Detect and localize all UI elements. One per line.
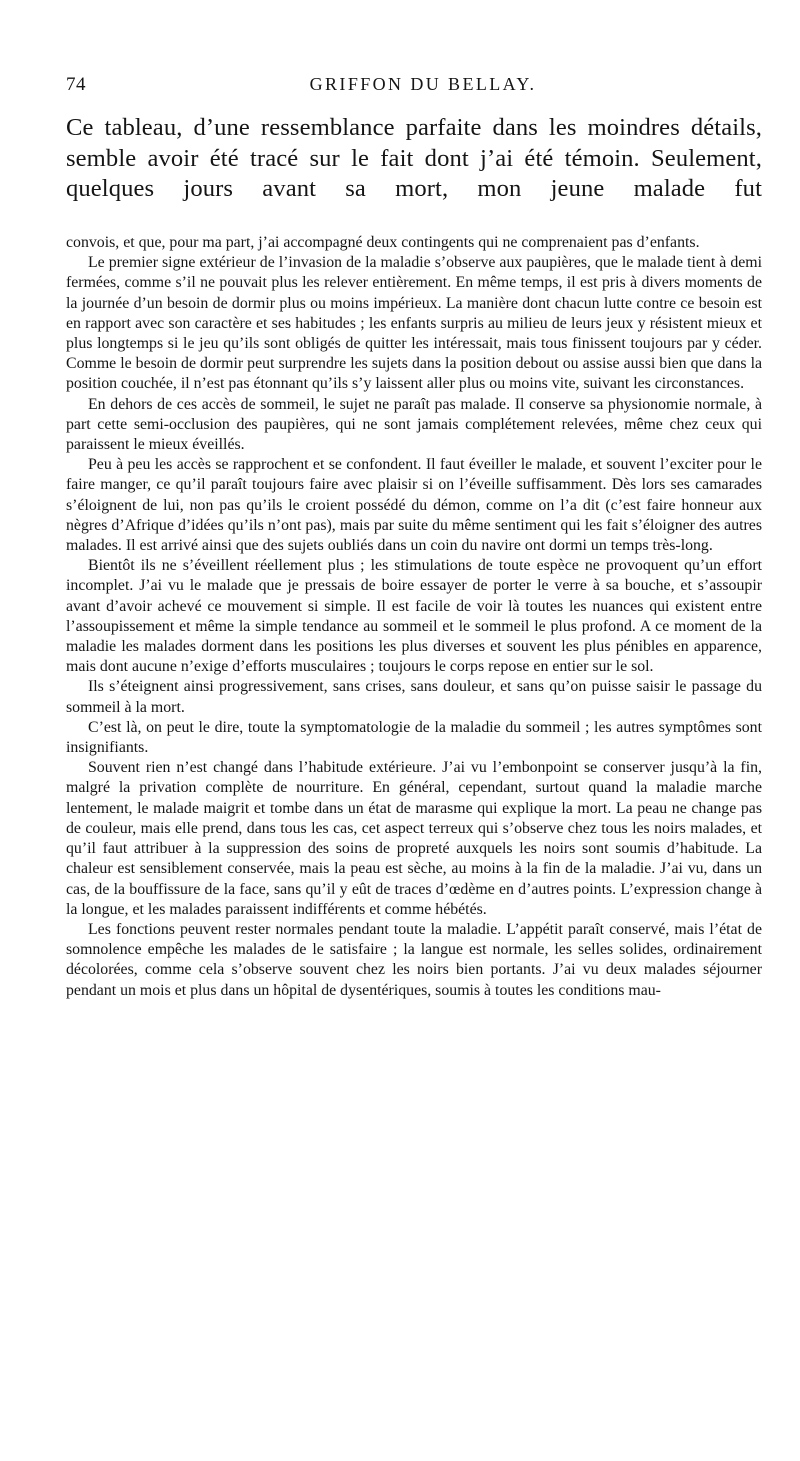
quoted-passage-end [66, 113, 762, 205]
page-number: 74 [66, 74, 86, 95]
main-text [66, 233, 762, 1001]
paragraph: Peu à peu les accès se rapprochent et se confondent. Il faut éveiller le malade, et souvent l’exciter pour le faire manger, ce qu’il paraît toujours faire avec plaisir si on l’éveille suffisamment. Dès lors ses camarades s’éloignent de lui, non pas qu’ils le croient possédé du démon, comme on l’a dit (c’est faire honneur aux nègres d’Afrique d’idées qu’ils n’ont pas), mais par suite du même sentiment qui les fait s’éloigner des autres malades. Il est arrivé ainsi que des sujets oubliés dans un coin du navire ont dormi un temps très-long. [66, 456, 762, 555]
paragraph: Ils s’éteignent ainsi progressivement, sans crises, sans douleur, et sans qu’on puisse saisir le passage du sommeil à la mort. [66, 678, 762, 716]
paragraph: Bientôt ils ne s’éveillent réellement plus ; les stimulations de toute espèce ne provoquent qu’un effort incomplet. J’ai vu le malade que je pressais de boire essayer de porter le verre à sa bouche, et s’assoupir avant d’avoir achevé ce mouvement si simple. Il est facile de voir là toutes les nuances qui existent entre l’assoupissement et même la simple tendance au sommeil et le sommeil le plus profond. A ce moment de la maladie les malades dorment dans les positions les plus diverses et souvent les plus pénibles en apparence, mais dont aucune n’exige d’efforts musculaires ; toujours le corps repose en entier sur le sol. [66, 557, 762, 676]
paragraph: Les fonctions peuvent rester normales pendant toute la maladie. L’appétit paraît conservé, mais l’état de somnolence empêche les malades de le satisfaire ; la langue est normale, les selles solides, ordinairement décolorées, comme cela s’observe souvent chez les noirs bien portants. J’ai vu deux malades séjourner pendant un mois et plus dans un hôpital de dysentériques, soumis à toutes les conditions mau- [66, 920, 762, 999]
paragraph-continuation: convois, et que, pour ma part, j’ai accompagné deux contingents qui ne comprenaient pas d’enfants. [66, 234, 700, 251]
paragraph: C’est là, on peut le dire, toute la symptomatologie de la maladie du sommeil ; les autres symptômes sont insignifiants. [66, 718, 762, 757]
lead-paragraph: Ce tableau, d’une ressemblance parfaite dans les moindres détails, semble avoir été tracé sur le fait dont j’ai été témoin. Seulement, quelques jours avant sa mort, mon jeune malade fut [66, 114, 762, 202]
paragraph: En dehors de ces accès de sommeil, le sujet ne paraît pas malade. Il conserve sa physionomie normale, à part cette semi-occlusion des paupières, qui ne sont jamais complétement relevées, même chez ceux qui paraissent le mieux éveillés. [66, 395, 762, 454]
running-head [66, 74, 762, 102]
paragraph: Le premier signe extérieur de l’invasion de la maladie s’observe aux paupières, que le malade tient à demi fermées, comme s’il ne pouvait plus les relever entièrement. En même temps, il est pris à divers moments de la journée d’un besoin de dormir plus ou moins impérieux. La manière dont chacun lutte contre ce besoin est en rapport avec son caractère et ses habitudes ; les enfants surpris au milieu de leurs jeux y résistent mieux et plus longtemps si le jeu qu’ils sont obligés de quitter les intéressait, mais tous finissent toujours par y céder. Comme le besoin de dormir peut surprendre les sujets dans la position debout ou assise aussi bien que dans la position couchée, il n’est pas étonnant qu’ils s’y laissent aller plus ou moins vite, suivant les circonstances. [66, 254, 762, 393]
paragraph: Souvent rien n’est changé dans l’habitude extérieure. J’ai vu l’embonpoint se conserver jusqu’à la fin, malgré la privation complète de nourriture. En général, cependant, surtout quand la maladie marche lentement, le malade maigrit et tombe dans un état de marasme qui explique la mort. La peau ne change pas de couleur, mais elle prend, dans tous les cas, cet aspect terreux qui s’observe chez tous les noirs malades, et qu’il faut attribuer à la suppression des soins de propreté auxquels les noirs sont soumis d’habitude. La chaleur est sensiblement conservée, mais la peau est sèche, au moins à la fin de la maladie. J’ai vu, dans un cas, de la bouffissure de la face, sans qu’il y eût de traces d’œdème en d’autres points. L’expression change à la longue, et les malades paraissent indifférents et comme hébétés. [66, 759, 762, 918]
running-title: GRIFFON DU BELLAY. [309, 74, 537, 94]
